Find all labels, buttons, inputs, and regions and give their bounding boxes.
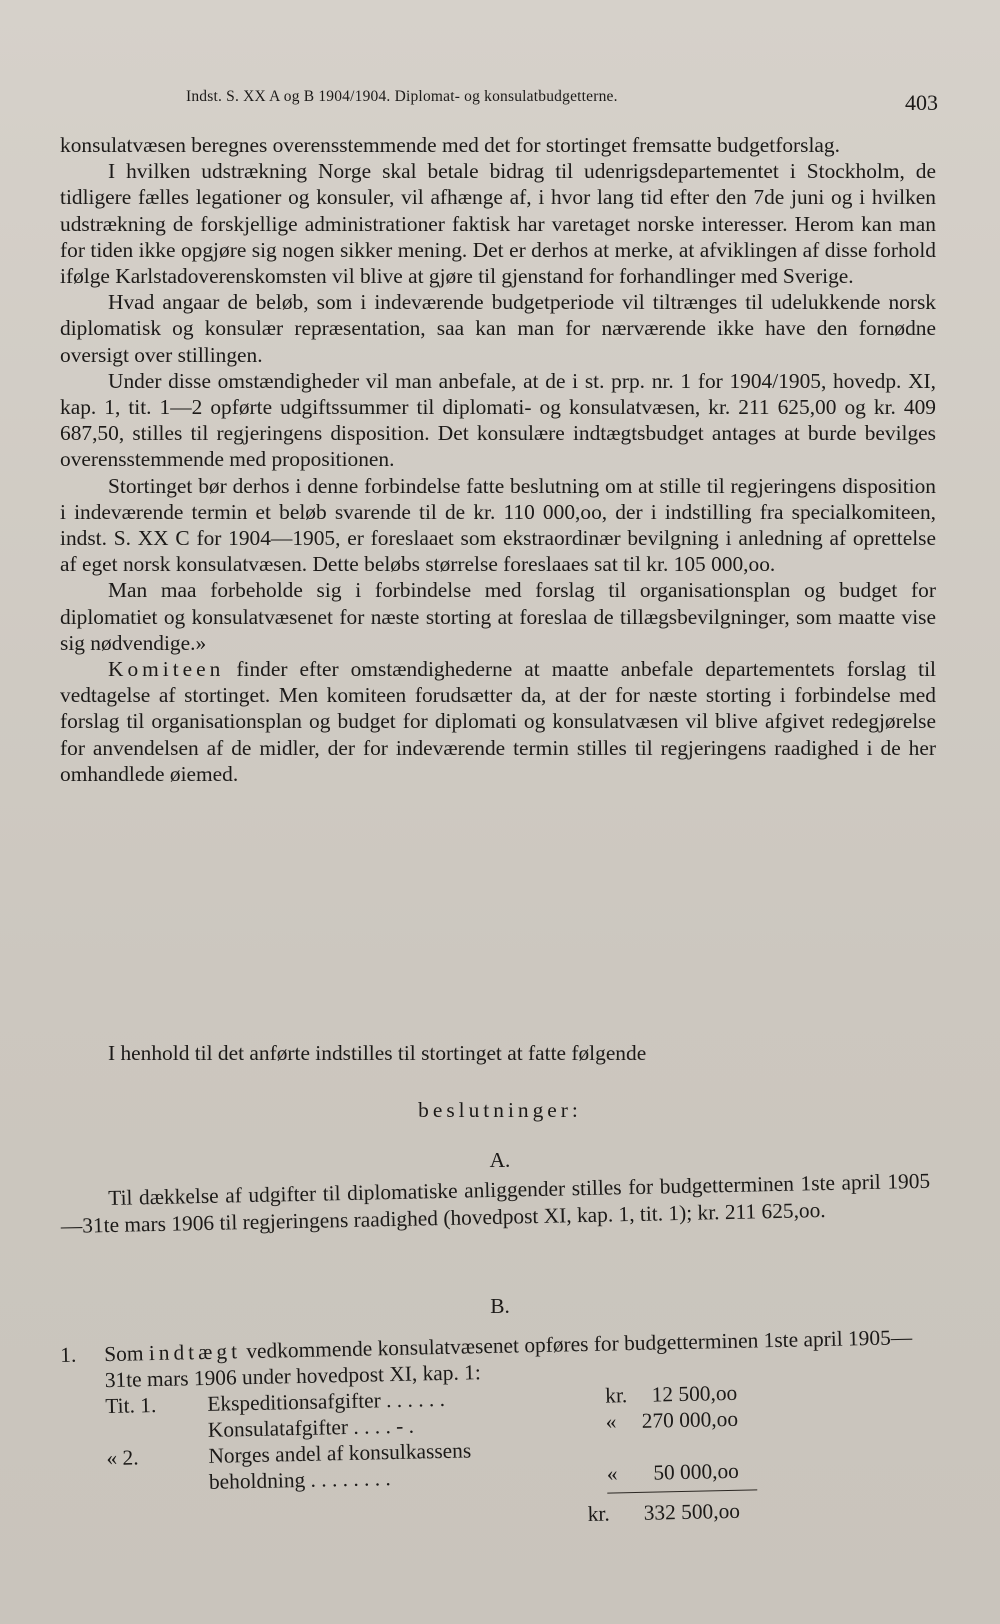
row-description: Ekspeditionsafgifter . . . . . .	[207, 1386, 446, 1416]
section-b-label: B.	[490, 1294, 510, 1318]
row-description: beholdning . . . . . . . .	[208, 1466, 391, 1494]
row-label: Tit. 1.	[105, 1392, 157, 1419]
paragraph-2: I hvilken udstrækning Norge skal betale bidrag til udenrigsdepartementet i Stockholm, de tidligere fælles legationer og konsuler, vil afhænge af, i hvor lang tid efter den 7de juni og i hvilken udstrækning de forskjellige administrationer faktisk har varetaget norske interesser. Herom kan man for tiden ikke opgjøre sig nogen sikker mening. Det er derhos at merke, at afviklingen af disse forhold ifølge Karlstadoverenskomsten vil blive at gjøre til gjenstand for forhandlinger med Sverige.	[60, 159, 936, 289]
resolution-intro: I henhold til det anførte indstilles til stortinget at fatte følgende	[108, 1041, 647, 1065]
resolution-heading: beslutninger:	[418, 1098, 582, 1122]
row-label: « 2.	[106, 1445, 139, 1471]
total-currency: kr.	[587, 1501, 610, 1526]
paragraph-5: Stortinget bør derhos i denne forbindelse fatte beslutning om at stille til regjeringens disposition i indeværende termin et beløb svarende til de kr. 110 000,oo, der i indstilling fra specialkomiteen, indst. S. XX C for 1904—1905, er foreslaaet som ekstraordinær bevilgning i anledning af oprettelse af eget norsk konsulatvæsen. Dette beløbs størrelse foreslaaes sat til kr. 105 000,oo.	[60, 473, 936, 577]
sum-divider	[607, 1489, 757, 1493]
row-currency: kr.	[604, 1383, 628, 1408]
paragraph-4: Under disse omstændigheder vil man anbefale, at de i st. prp. nr. 1 for 1904/1905, hovedp. XI, kap. 1, tit. 1—2 opførte udgiftssummer til diplomati- og konsulatvæsen, kr. 211 625,00 og kr. 409 687,50, stilles til regjeringens disposition. Det konsulære indtægtsbudget antages at burde bevilges overensstemmende med propositionen.	[60, 368, 936, 472]
committee-word: Komiteen	[108, 657, 225, 682]
page-number: 403	[905, 90, 938, 115]
paragraph-6: Man maa forbeholde sig i forbindelse med forslag til organisationsplan og budget for diplomatiet og konsulatvæsenet for næste storting at foreslaa de tillægsbevilgninger, som maatte vise sig nødvendige.»	[60, 578, 936, 655]
item-text-post: vedkommende konsulatvæsenet opføres for budgetterminen 1ste april 1905—31te mars 1906 under hovedpost XI, kap. 1:	[104, 1325, 913, 1393]
section-b-item	[60, 1324, 944, 1538]
paragraph-7	[60, 656, 936, 787]
running-head: Indst. S. XX A og B 1904/1904. Diplomat- og konsulatbudgetterne.	[186, 88, 618, 105]
row-amount: 12 500,oo	[651, 1380, 738, 1407]
paragraph-3: Hvad angaar de beløb, som i indeværende budgetperiode vil tiltrænges til udelukkende norsk diplomatisk og konsulær repræsentation, saa kan man for nærværende ikke have den fornødne oversigt over stillingen.	[60, 290, 936, 367]
section-a-paragraph: Til dækkelse af udgifter til diplomatiske anliggender stilles for budgetterminen 1ste april 1905—31te mars 1906 til regjeringens raadighed (hovedpost XI, kap. 1, tit. 1); kr. 211 625,oo.	[60, 1168, 931, 1238]
total-amount: 332 500,oo	[643, 1498, 741, 1525]
paragraph-1: konsulatvæsen beregnes overensstemmende med det for stortinget fremsatte budgetforslag.	[60, 133, 840, 157]
section-a-label: A.	[489, 1148, 511, 1172]
row-amount: 50 000,oo	[653, 1458, 740, 1485]
row-currency: «	[606, 1461, 618, 1486]
item-text-pre: Som	[104, 1341, 150, 1367]
item-number: 1.	[60, 1342, 77, 1367]
paragraph-7-rest: finder efter omstændighederne at maatte anbefale departementets forslag til vedtagelse af stortinget. Men komiteen forudsætter da, at der for næste storting i forbindelse med forslag til organisationsplan og budget for diplomati og konsulatvæsen vil blive afgivet redegjørelse for anvendelsen af de midler, der for indeværende termin stilles til regjeringens raadighed i de her omhandlede øiemed.	[60, 657, 936, 786]
body-text	[60, 132, 936, 787]
row-currency: «	[605, 1409, 617, 1434]
row-amount: 270 000,oo	[641, 1406, 739, 1433]
item-text-spaced: indtægt	[148, 1339, 242, 1366]
row-description: Norges andel af konsulkassens	[208, 1438, 472, 1468]
section-a-text	[60, 1168, 931, 1240]
row-description: Konsulatafgifter . . . . - .	[207, 1413, 415, 1442]
